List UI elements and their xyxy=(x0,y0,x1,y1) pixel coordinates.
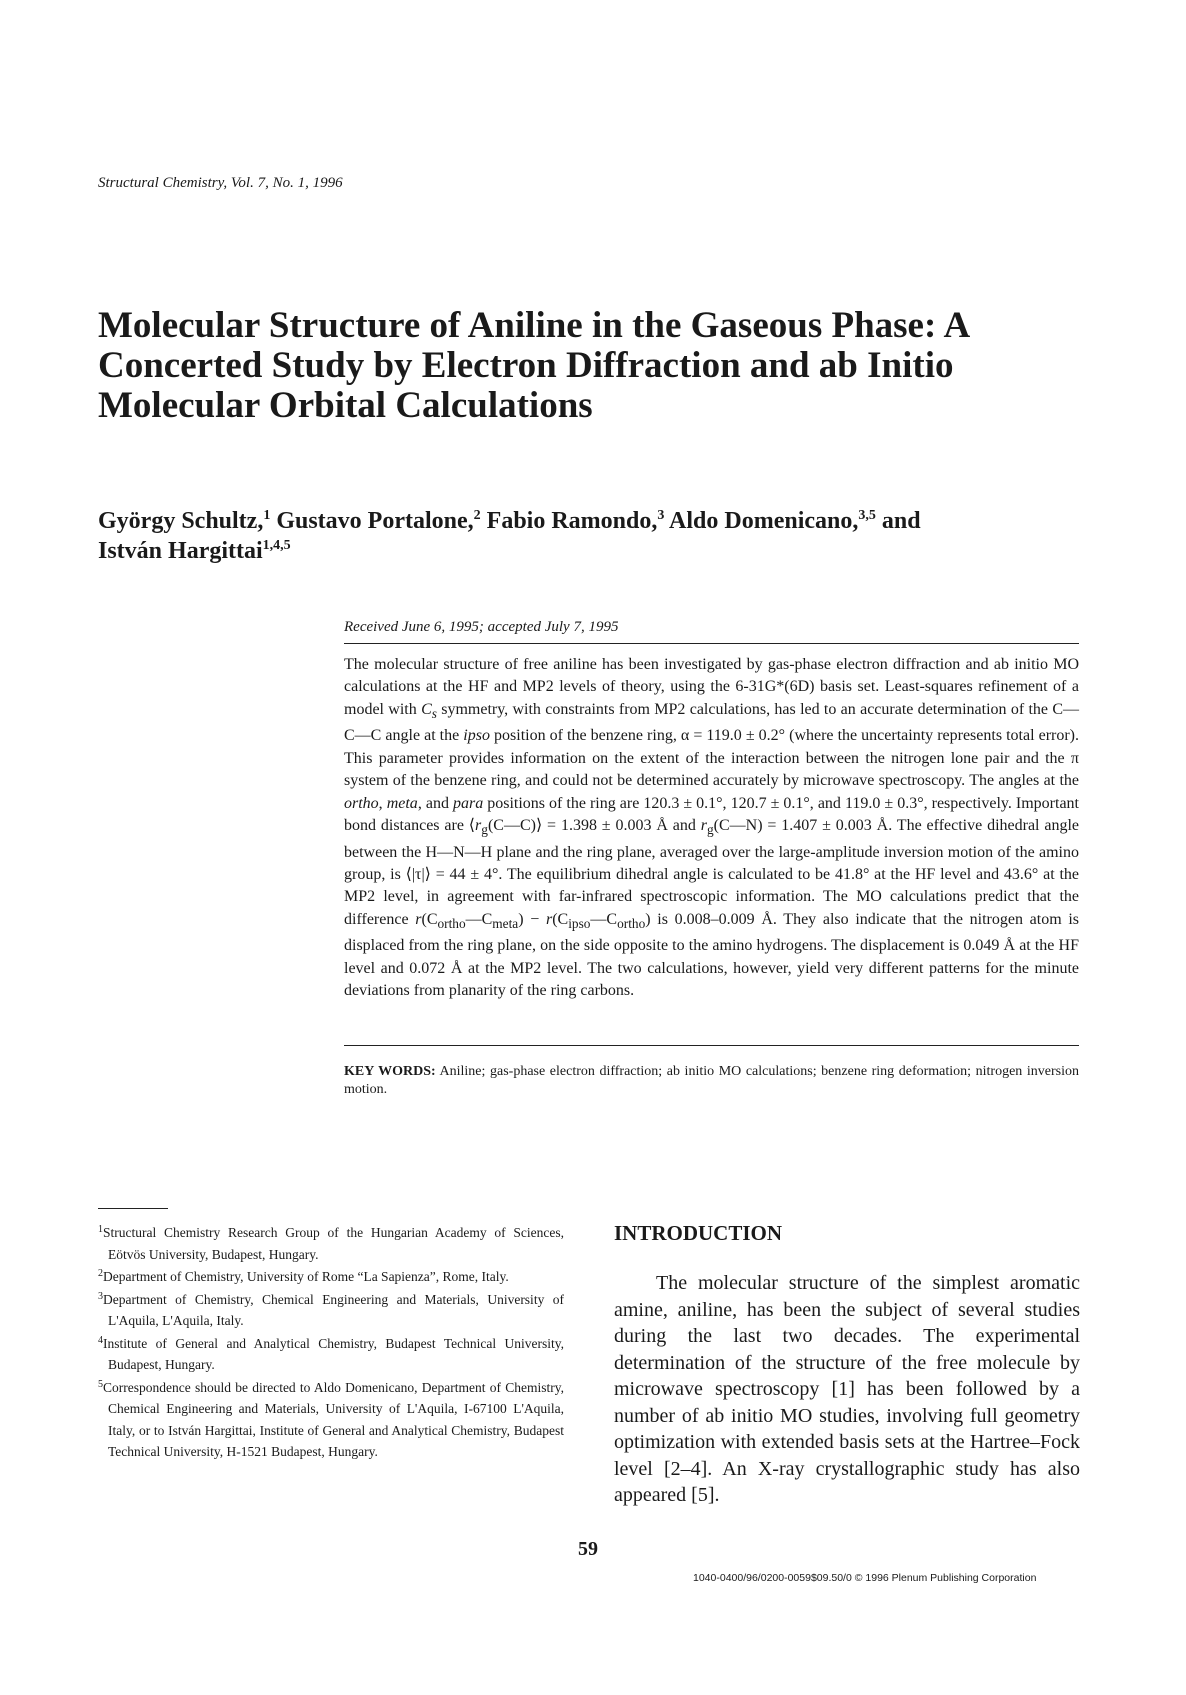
author-1: György Schultz,$^1$ xyxy=(98,508,271,534)
author-2: Gustavo Portalone,$^2$ xyxy=(276,508,481,534)
abstract xyxy=(344,654,1079,1003)
footnote-2: $^2$Department of Chemistry, University of Rome “La Sapienza”, Rome, Italy. xyxy=(98,1268,509,1284)
journal-citation: Structural Chemistry, Vol. 7, No. 1, 1996 xyxy=(98,175,343,191)
author-4: Aldo Domenicano,$^{3,5}$ xyxy=(669,508,876,534)
abstract-top-rule xyxy=(344,643,1079,644)
footnote-4: $^4$Institute of General and Analytical Chemistry, Budapest Technical University, Budapest, Hungary. xyxy=(98,1334,564,1372)
abstract-bottom-rule xyxy=(344,1045,1079,1046)
introduction-text: The molecular structure of the simplest aromatic amine, aniline, has been the subject of several studies during the last two decades. The experimental determination of the structure of the free molecule by microwave spectroscopy [1] has been followed by a number of ab initio MO studies, involving full geometry optimization with extended basis sets at the Hartree–Fock level [2–4]. An X-ray crystallographic study has also appeared [5]. xyxy=(614,1272,1080,1506)
keywords-text: Aniline; gas-phase electron diffraction; ab initio MO calculations; benzene ring deformation; nitrogen inversion motion. xyxy=(344,1064,1079,1097)
introduction-heading: INTRODUCTION xyxy=(614,1221,783,1245)
keywords-label: KEY WORDS: xyxy=(344,1064,436,1079)
footnote-3: $^3$Department of Chemistry, Chemical Engineering and Materials, University of L'Aquila, L'Aquila, Italy. xyxy=(98,1290,564,1328)
author-3: Fabio Ramondo,$^3$ xyxy=(486,508,665,534)
copyright-line: 1040-0400/96/0200-0059$09.50/0 © 1996 Plenum Publishing Corporation xyxy=(693,1572,1037,1584)
page-number: 59 xyxy=(578,1538,598,1560)
author-5: István Hargittai$^{1,4,5}$ xyxy=(98,538,291,564)
author-list xyxy=(98,506,1058,566)
footnote-rule xyxy=(98,1208,168,1209)
footnote-1: $^1$Structural Chemistry Research Group of the Hungarian Academy of Sciences, Eötvös University, Budapest, Hungary. xyxy=(98,1224,564,1262)
received-dates: Received June 6, 1995; accepted July 7, 1995 xyxy=(344,619,619,635)
abstract-text: The molecular structure of free aniline has been investigated by gas-phase electron diffraction and ab initio MO calculations at the HF and MP2 levels of theory, using the 6-31G*(6D) basis set. Least-squares refinement of a model with $C_s$ symmetry, with constraints from MP2 calculations, has led to an accurate determination of the C—C—C angle at the ipso position of the benzene ring, α = 119.0 ± 0.2° (where the uncertainty represents total error). This parameter provides information on the extent of the interaction between the nitrogen lone pair and the π system of the benzene ring, and could not be determined accurately by microwave spectroscopy. The angles at the ortho, meta, and para positions of the ring are 120.3 ± 0.1°, 120.7 ± 0.1°, and 119.0 ± 0.3°, respectively. Important bond distances are $⟨r_g(C—C)⟩ = 1.398 \pm 0.003$ Å and $r_g(C—N) = 1.407 \pm 0.003$ Å. The effective dihedral angle between the H—N—H plane and the ring plane, averaged over the large-amplitude inversion motion of the amino group, is ⟨|τ|⟩ = 44 ± 4°. The equilibrium dihedral angle is calculated to be 41.8° at the HF level and 43.6° at the MP2 level, in agreement with far-infrared spectroscopic information. The MO calculations predict that the difference $r(C_{ortho}—C_{meta})$ − $r(C_{ipso}—C_{ortho})$ is 0.008–0.009 Å. They also indicate that the nitrogen atom is displaced from the ring plane, on the side opposite to the amino hydrogens. The displacement is 0.049 Å at the HF level and 0.072 Å at the MP2 level. The two calculations, however, yield very different patterns for the minute deviations from planarity of the ring carbons. xyxy=(344,656,1080,1000)
author-conjunction: and xyxy=(881,508,921,534)
article-title: Molecular Structure of Aniline in the Gaseous Phase: A Concerted Study by Electron Diffraction and ab Initio Molecular Orbital Calculations xyxy=(98,305,969,426)
keywords xyxy=(344,1063,1079,1099)
footnotes xyxy=(98,1222,564,1464)
footnote-5: $^5$Correspondence should be directed to Aldo Domenicano, Department of Chemistry, Chemical Engineering and Materials, University of L'Aquila, I-67100 L'Aquila, Italy, or to István Hargittai, Institute of General and Analytical Chemistry, Budapest Technical University, H-1521 Budapest, Hungary. xyxy=(98,1378,564,1459)
